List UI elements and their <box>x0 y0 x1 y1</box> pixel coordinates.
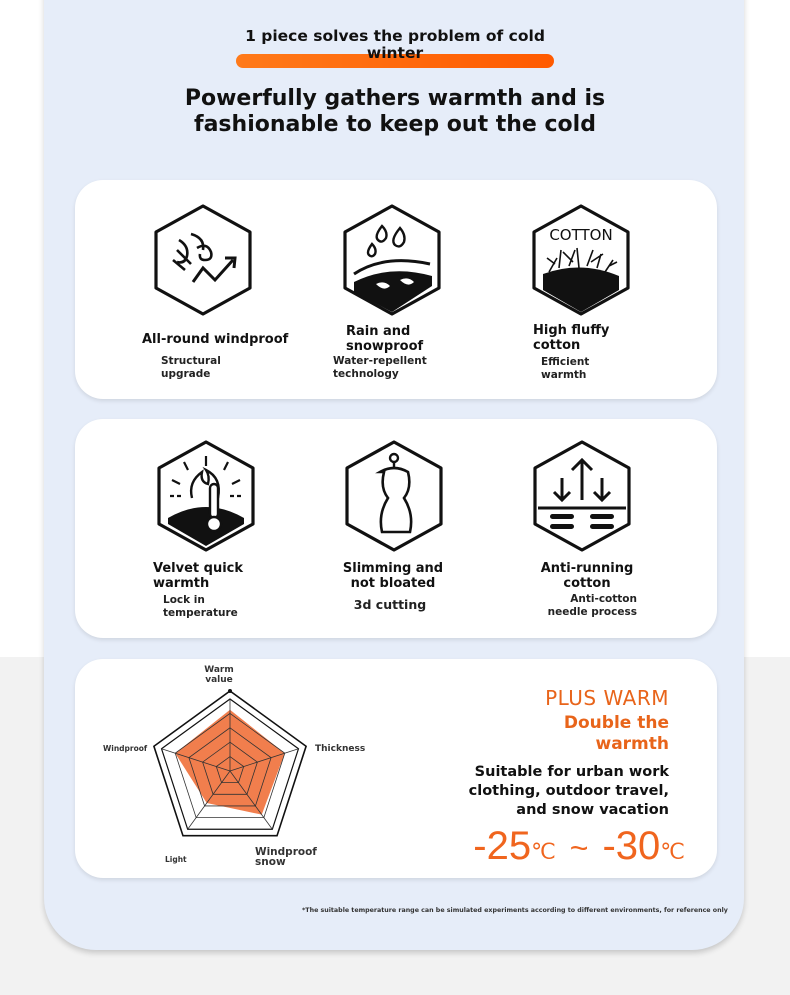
radar-axis-label: Warm value <box>204 665 234 685</box>
temp-high: -30 <box>602 824 661 868</box>
radar-chart <box>145 679 315 849</box>
cotton-fiber-icon <box>529 202 633 318</box>
feature-subtitle: Structural upgrade <box>161 355 221 380</box>
temp-low: -25 <box>473 824 532 868</box>
temp-unit: ℃ <box>531 839 556 864</box>
radar-axis-label: Light <box>165 855 187 864</box>
feature-name: High fluffy cotton <box>533 323 610 353</box>
flame-thermometer-icon <box>154 438 258 554</box>
temp-tilde: ~ <box>569 830 589 866</box>
title-line-1: Powerfully gathers warmth and is <box>184 86 606 111</box>
features-card-1 <box>75 180 717 399</box>
dress-form-icon <box>342 438 446 554</box>
plus-warm-label: PLUS WARM <box>545 686 669 710</box>
feature-name: Slimming and not bloated <box>342 561 444 591</box>
radar-axis-label: Windproof snow <box>255 846 317 868</box>
warmth-card <box>75 659 717 878</box>
footnote: *The suitable temperature range can be simulated experiments according to different environments, for reference only <box>302 907 728 914</box>
features-card-2 <box>75 419 717 638</box>
feature-subtitle: Lock in temperature <box>163 594 238 619</box>
temperature-range <box>473 824 685 869</box>
suitable-description: Suitable for urban work clothing, outdoor travel, and snow vacation <box>468 764 669 818</box>
radar-top-marker <box>228 689 232 693</box>
feature-subtitle: Anti-cotton needle process <box>547 593 637 618</box>
temp-unit: ℃ <box>660 839 685 864</box>
wind-icon <box>151 202 255 318</box>
headline: 1 piece solves the problem of cold winter <box>245 27 545 62</box>
feature-name: Rain and snowproof <box>346 324 424 354</box>
cotton-label: COTTON <box>549 226 613 244</box>
feature-subtitle: 3d cutting <box>353 597 427 612</box>
feature-name: Anti-running cotton <box>540 561 634 591</box>
feature-subtitle: Water-repellent technology <box>333 355 427 380</box>
feature-subtitle: Efficient warmth <box>541 356 590 381</box>
double-warmth-label: Double the warmth <box>563 713 669 754</box>
page-title <box>150 86 640 138</box>
radar-axis-label: Windproof <box>103 744 148 753</box>
raindrop-icon <box>340 202 444 318</box>
compress-arrows-icon <box>530 438 634 554</box>
title-line-2: fashionable to keep out the cold <box>194 112 596 137</box>
feature-name: All-round windproof <box>142 332 289 347</box>
radar-axis-label: Thickness <box>315 744 366 754</box>
feature-name: Velvet quick warmth <box>153 561 244 591</box>
